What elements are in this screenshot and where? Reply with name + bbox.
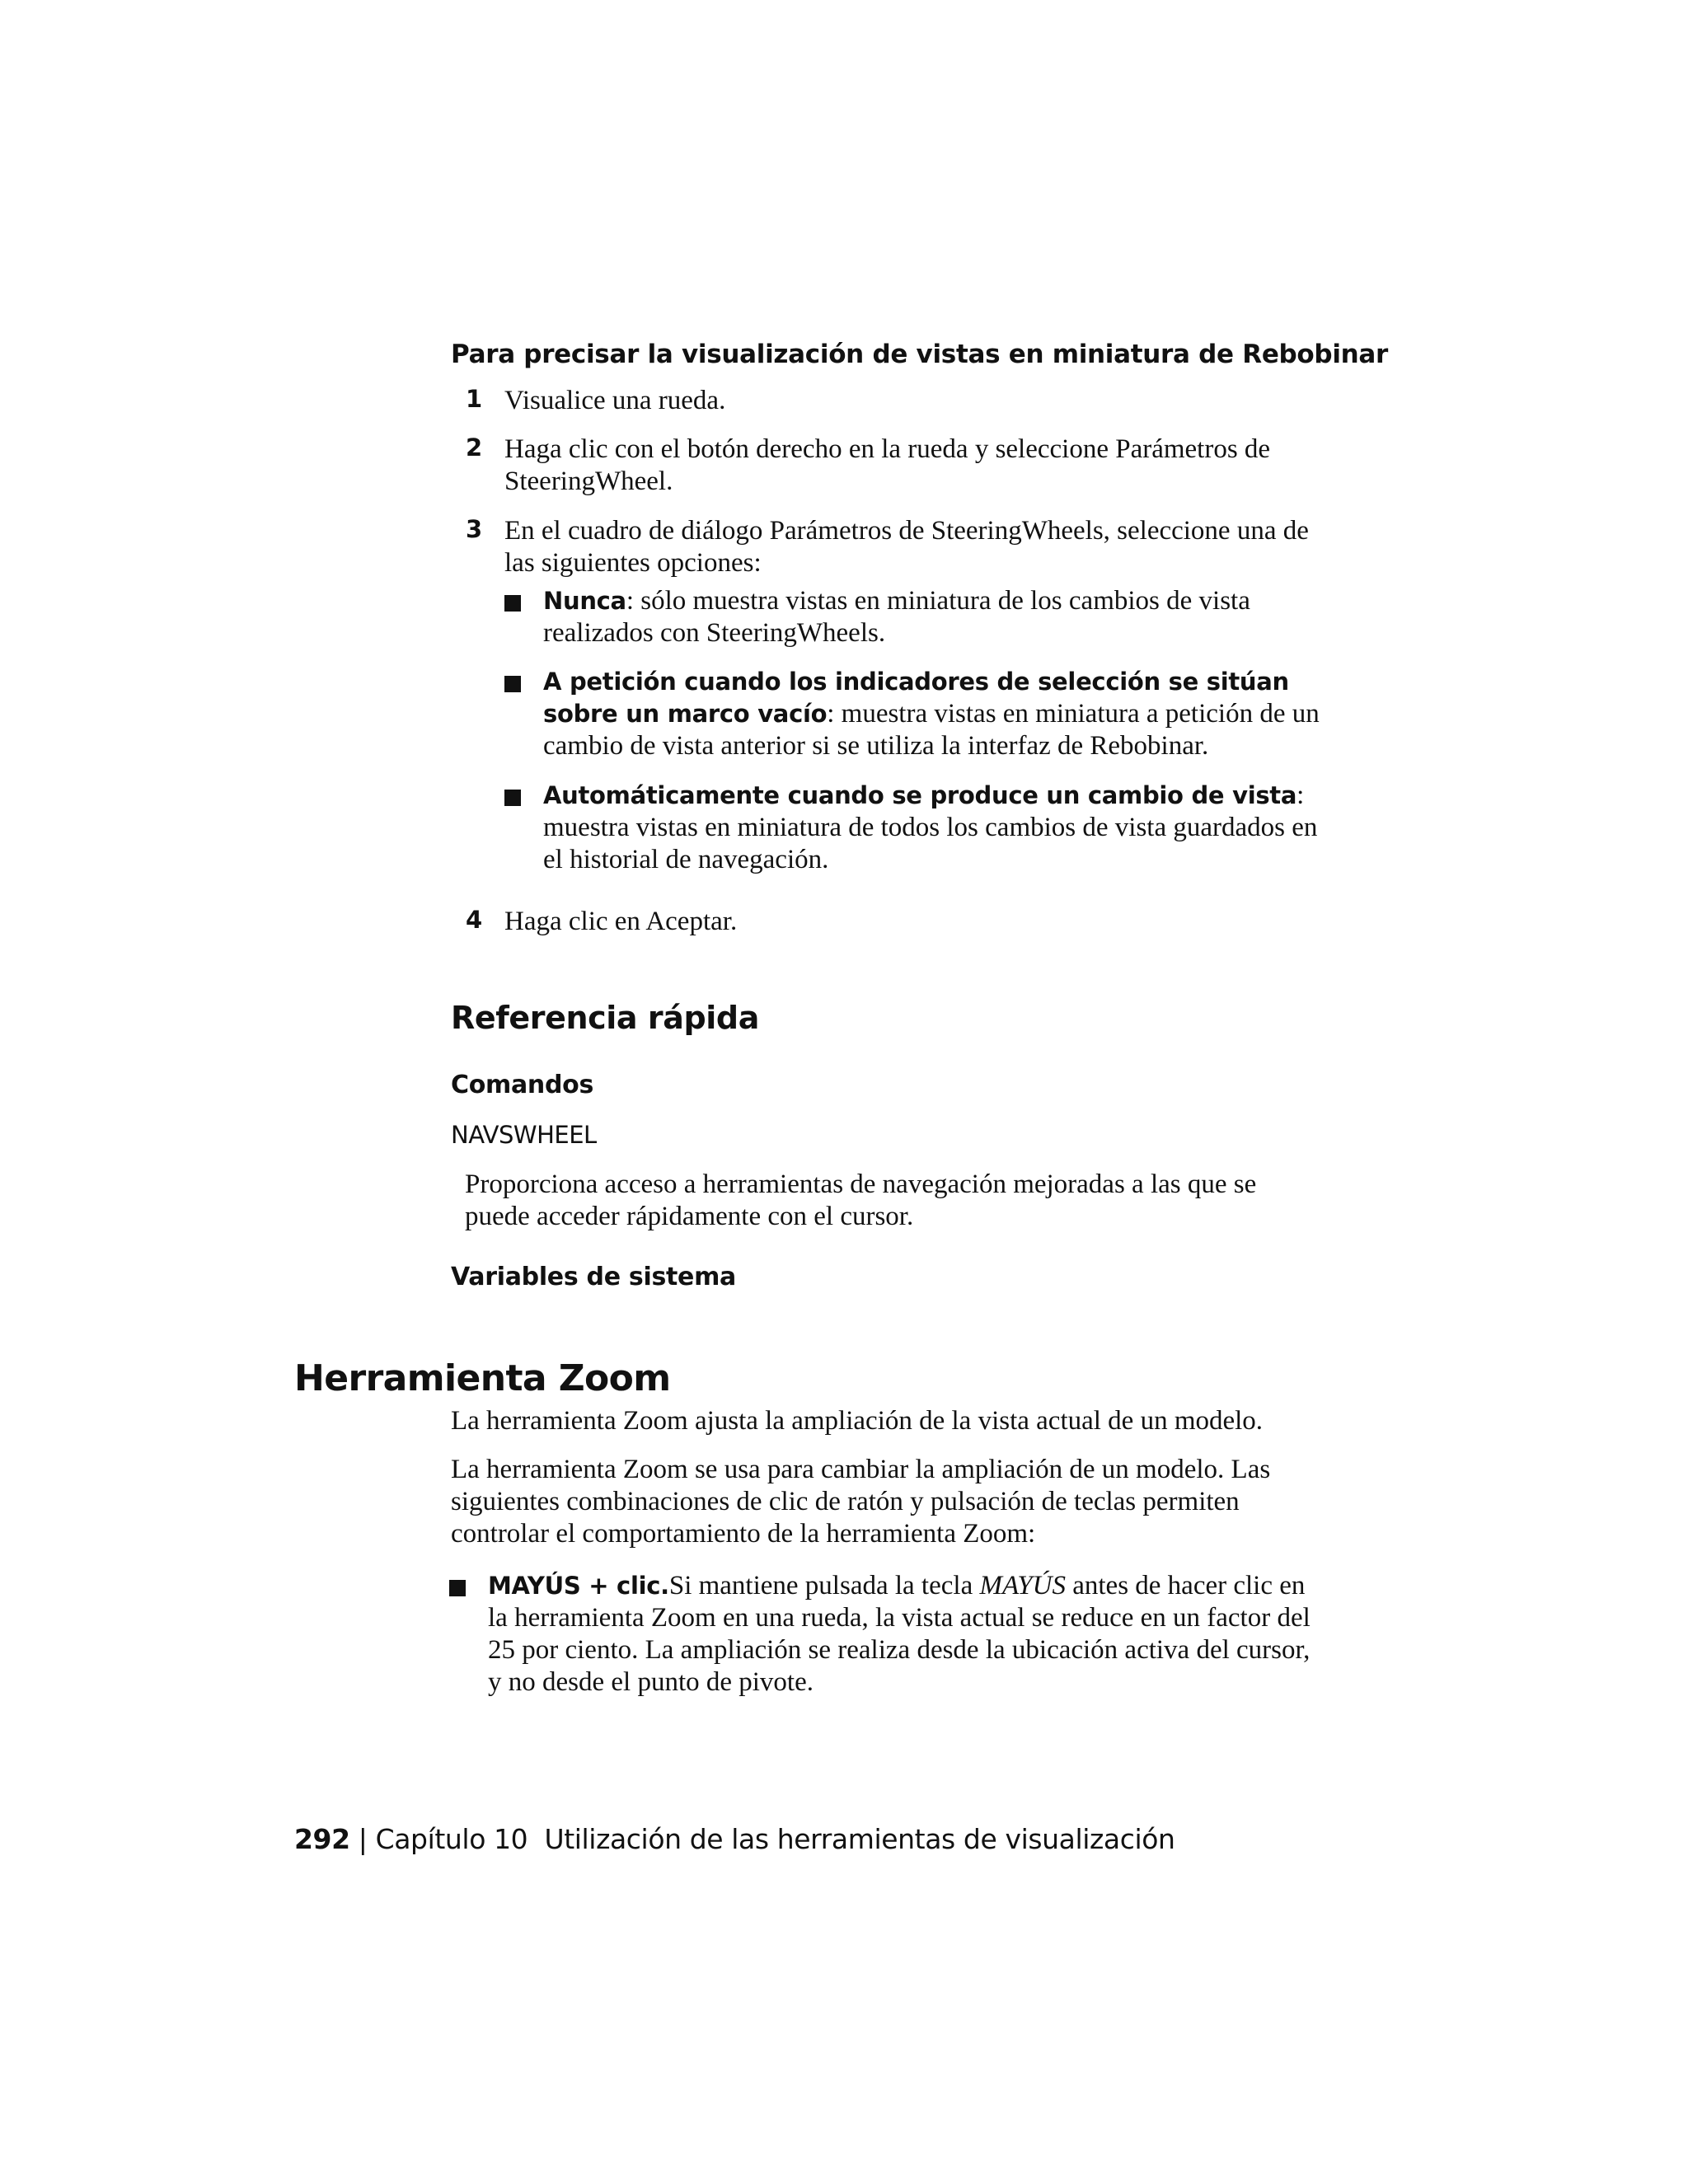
procedure-title: Para precisar la visualización de vistas en miniatura de Rebobinar: [451, 340, 1389, 369]
step-text: En el cuadro de diálogo Parámetros de SteeringWheels, seleccione una de las siguientes opciones:: [504, 516, 1309, 578]
step-number: 4: [466, 906, 483, 934]
option-item: [504, 780, 1329, 876]
chapter-label: Capítulo 10: [375, 1823, 528, 1855]
zoom-description-paragraph: La herramienta Zoom se usa para cambiar la ampliación de un modelo. Las siguientes combinaciones de clic de ratón y pulsación de teclas permiten controlar el comportamiento de la herramienta Zoom:: [451, 1455, 1271, 1549]
command-description: Proporciona acceso a herramientas de navegación mejoradas a las que se puede acceder rápidamente con el cursor.: [465, 1169, 1257, 1231]
option-item: [504, 585, 1329, 649]
page-footer: [294, 1823, 1175, 1855]
zoom-tool-heading: Herramienta Zoom: [294, 1357, 671, 1399]
bullet-text: antes de hacer clic en la herramienta Zoom en una rueda, la vista actual se reduce en un factor del 25 por ciento. La ampliación se realiza desde la ubicación activa del cursor, y no desde el punto de pivote.: [488, 1571, 1311, 1697]
key-name: MAYÚS: [979, 1571, 1066, 1601]
option-lead: A petición cuando los indicadores de selección se sitúan sobre un marco vacío: [543, 668, 1289, 728]
step-1: [466, 385, 1331, 417]
footer-separator: |: [358, 1823, 368, 1855]
option-text: : sólo muestra vistas en miniatura de los cambios de vista realizados con SteeringWheels.: [543, 586, 1250, 648]
option-lead: Nunca: [543, 587, 626, 615]
option-item: [504, 666, 1329, 762]
page-number: 292: [294, 1823, 350, 1855]
step-number: 1: [466, 385, 483, 413]
step-text: Visualice una rueda.: [504, 386, 726, 415]
step-number: 2: [466, 434, 483, 462]
command-name: NAVSWHEEL: [451, 1121, 597, 1149]
option-lead: Automáticamente cuando se produce un cambio de vista: [543, 781, 1297, 809]
bullet-square-icon: [504, 676, 521, 692]
option-text: : muestra vistas en miniatura de todos los cambios de vista guardados en el historial de navegación.: [543, 780, 1318, 874]
step-text: Haga clic en Aceptar.: [504, 907, 738, 936]
zoom-bullet-item: [449, 1570, 1327, 1699]
bullet-square-icon: [449, 1580, 466, 1596]
chapter-title: Utilización de las herramientas de visualización: [544, 1823, 1175, 1855]
step-text: Haga clic con el botón derecho en la rueda y seleccione Parámetros de SteeringWheel.: [504, 434, 1271, 496]
bullet-lead: MAYÚS + clic.: [488, 1572, 669, 1600]
step-3: [466, 515, 1331, 579]
step-4: [466, 906, 1331, 938]
bullet-text: Si mantiene pulsada la tecla: [668, 1571, 980, 1601]
system-variables-heading: Variables de sistema: [451, 1263, 737, 1291]
option-text: : muestra vistas en miniatura a petición de un cambio de vista anterior si se utiliza la interfaz de Rebobinar.: [543, 699, 1320, 761]
step-number: 3: [466, 515, 483, 543]
commands-heading: Comandos: [451, 1071, 594, 1099]
quick-reference-heading: Referencia rápida: [451, 1000, 759, 1036]
bullet-square-icon: [504, 790, 521, 806]
zoom-intro-paragraph: La herramienta Zoom ajusta la ampliación de la vista actual de un modelo.: [451, 1406, 1264, 1436]
bullet-square-icon: [504, 595, 521, 612]
step-2: [466, 434, 1331, 498]
